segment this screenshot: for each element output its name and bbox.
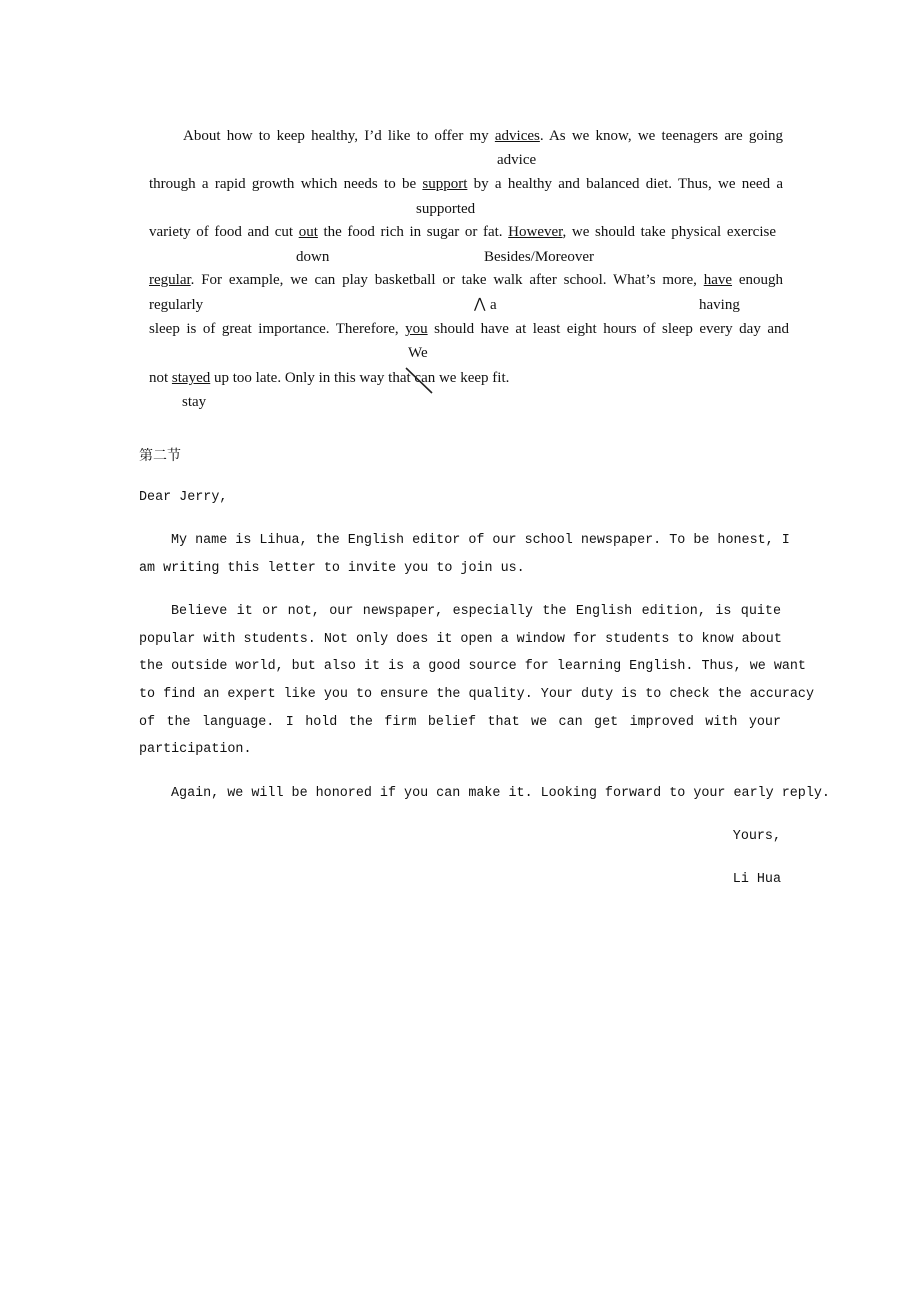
error-word: regular (149, 272, 191, 288)
correction: Besides/Moreover (484, 249, 594, 265)
error-word: advices (494, 128, 540, 144)
text: . As we know, we teenagers are going (539, 128, 784, 144)
text: . For example, we can play basketball or take walk after school. What’s more, (190, 272, 704, 288)
insert-caret-icon: ⋀ (474, 297, 486, 312)
letter-closing: Yours, (732, 829, 781, 844)
correction: We (408, 345, 428, 361)
error-word: support (422, 176, 468, 192)
error-word: you (405, 321, 428, 337)
text: by a healthy and balanced diet. Thus, we need a (467, 176, 783, 192)
correction: stay (182, 394, 207, 410)
letter-greeting: Dear Jerry, (139, 490, 228, 505)
correction: having (699, 297, 740, 313)
letter-line: popular with students. Not only does it open a window for students to know about (139, 632, 782, 647)
text: variety of food and cut (149, 224, 299, 240)
essay-line-3 (149, 223, 776, 241)
correction: supported (416, 201, 476, 217)
text: the food rich in sugar or fat. (317, 224, 509, 240)
text: sleep is of great importance. Therefore, (149, 321, 406, 337)
text: not (149, 370, 172, 386)
text: through a rapid growth which needs to be (149, 176, 423, 192)
error-word: stayed (171, 370, 211, 386)
section-title: 第二节 (139, 448, 181, 464)
delete-mark-icon (400, 362, 440, 398)
letter-line: of the language. I hold the firm belief that we can get improved with your (139, 715, 781, 730)
letter-signature: Li Hua (732, 872, 781, 887)
essay-line-6 (149, 369, 783, 387)
text: enough (732, 272, 783, 288)
letter-line: am writing this letter to invite you to join us. (139, 561, 525, 576)
correction: regularly (149, 297, 204, 313)
essay-line-2 (149, 175, 783, 193)
error-word: out (298, 224, 318, 240)
letter-line: Believe it or not, our newspaper, especially the English edition, is quite (171, 604, 781, 619)
text: should have at least eight hours of sleep every day and (427, 321, 789, 337)
letter-line: to find an expert like you to ensure the quality. Your duty is to check the accuracy (139, 687, 814, 702)
deleted-word: that (388, 370, 411, 386)
correction: a (490, 297, 497, 313)
correction: down (296, 249, 330, 265)
error-word: have (703, 272, 733, 288)
text: , we should take physical exercise (562, 224, 776, 240)
text: About how to keep healthy, I’d like to offer my (183, 128, 495, 144)
correction: advice (497, 152, 537, 168)
essay-line-1 (183, 127, 783, 145)
letter-line: Again, we will be honored if you can make it. Looking forward to your early reply. (171, 786, 830, 801)
letter-line: the outside world, but also it is a good source for learning English. Thus, we want (139, 659, 806, 674)
letter-line: participation. (139, 742, 252, 757)
essay-line-5 (149, 320, 789, 338)
essay-line-4 (149, 271, 783, 289)
text: up too late. Only in this way (210, 370, 389, 386)
letter-line: My name is Lihua, the English editor of our school newspaper. To be honest, I (171, 533, 790, 548)
text: can we keep fit. (410, 370, 510, 386)
error-word: However (508, 224, 563, 240)
